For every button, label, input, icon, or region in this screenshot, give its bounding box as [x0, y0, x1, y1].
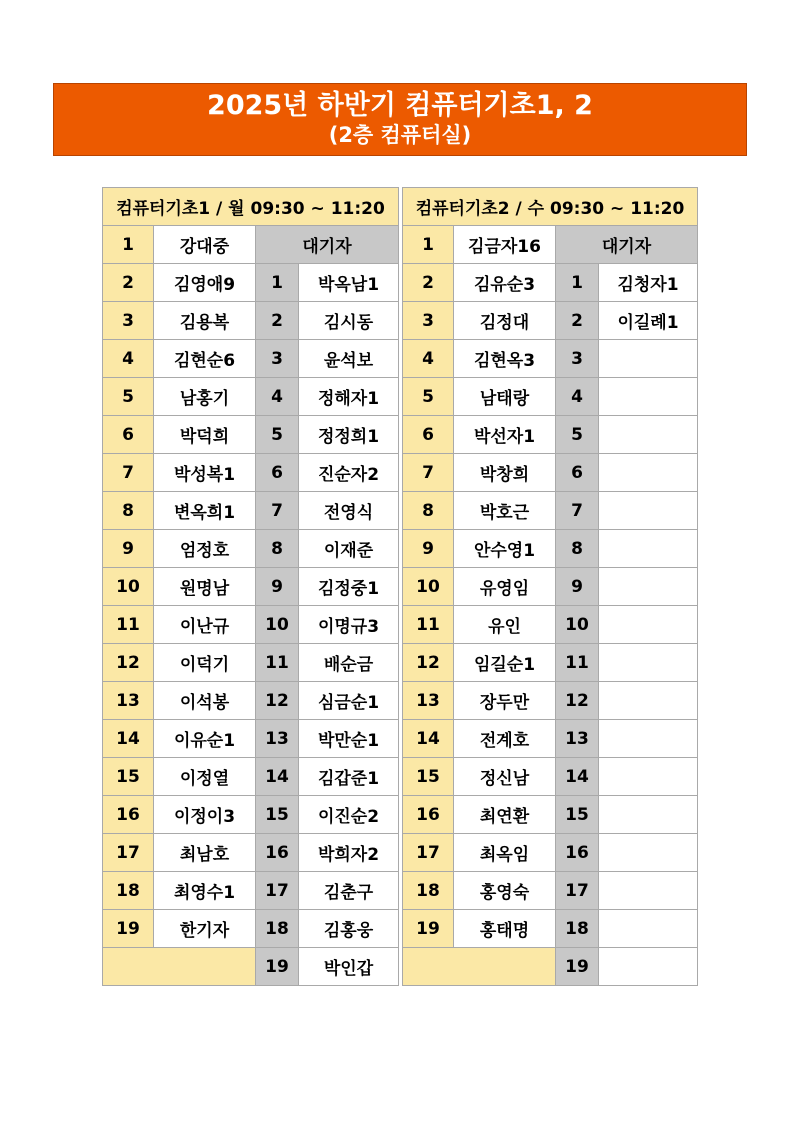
waitlist-number: 10	[556, 606, 599, 644]
waitlist-number: 7	[556, 492, 599, 530]
enrollee-name: 박호근	[454, 492, 556, 530]
waitlist-number: 18	[556, 910, 599, 948]
enrollee-number: 7	[403, 454, 454, 492]
table-row	[403, 758, 698, 796]
waitlist-name	[599, 492, 698, 530]
enrollee-number: 3	[103, 302, 154, 340]
enrollee-number: 15	[403, 758, 454, 796]
enrollee-name: 전계호	[454, 720, 556, 758]
table-row	[403, 834, 698, 872]
enrollee-name: 원명남	[154, 568, 256, 606]
table-row	[103, 302, 399, 340]
table-row	[403, 302, 698, 340]
waitlist-name	[599, 872, 698, 910]
table-row	[103, 796, 399, 834]
waitlist-number: 3	[556, 340, 599, 378]
table-row	[403, 796, 698, 834]
enrollee-number: 2	[403, 264, 454, 302]
waitlist-number: 18	[256, 910, 299, 948]
enrollee-name: 유인	[454, 606, 556, 644]
enrollee-name: 변옥희1	[154, 492, 256, 530]
title-banner	[53, 83, 747, 156]
table-row	[403, 872, 698, 910]
table-row	[403, 948, 698, 986]
table-row	[103, 644, 399, 682]
waitlist-number: 9	[256, 568, 299, 606]
waitlist-number: 17	[556, 872, 599, 910]
enrollee-number: 2	[103, 264, 154, 302]
table-header-row	[103, 188, 399, 226]
waitlist-number: 1	[556, 264, 599, 302]
class-schedule-header: 컴퓨터기초1 / 월 09:30 ~ 11:20	[103, 188, 399, 226]
waitlist-name	[599, 910, 698, 948]
table-row	[403, 454, 698, 492]
table-row	[403, 226, 698, 264]
enrollee-number: 5	[103, 378, 154, 416]
waitlist-number: 12	[256, 682, 299, 720]
waitlist-number: 8	[556, 530, 599, 568]
enrollee-name: 홍영숙	[454, 872, 556, 910]
table-row	[103, 872, 399, 910]
waitlist-name: 김갑준1	[299, 758, 399, 796]
waitlist-name: 윤석보	[299, 340, 399, 378]
enrollee-number: 17	[103, 834, 154, 872]
empty-enrollee-cell	[403, 948, 556, 986]
enrollee-name: 김유순3	[454, 264, 556, 302]
enrollee-number: 8	[403, 492, 454, 530]
waitlist-name: 김홍웅	[299, 910, 399, 948]
waitlist-name	[599, 948, 698, 986]
waitlist-number: 5	[256, 416, 299, 454]
enrollee-number: 13	[403, 682, 454, 720]
enrollee-number: 18	[403, 872, 454, 910]
waitlist-number: 4	[556, 378, 599, 416]
enrollee-number: 4	[103, 340, 154, 378]
table-row	[403, 568, 698, 606]
waitlist-number: 8	[256, 530, 299, 568]
waitlist-name: 이재준	[299, 530, 399, 568]
enrollee-name: 이정이3	[154, 796, 256, 834]
page-subtitle: (2층 컴퓨터실)	[328, 123, 472, 147]
waitlist-name: 정해자1	[299, 378, 399, 416]
waitlist-number: 16	[256, 834, 299, 872]
enrollee-name: 박창희	[454, 454, 556, 492]
waitlist-header: 대기자	[256, 226, 399, 264]
enrollee-name: 강대중	[154, 226, 256, 264]
waitlist-name: 김시동	[299, 302, 399, 340]
table-row	[103, 758, 399, 796]
enrollee-number: 14	[103, 720, 154, 758]
waitlist-number: 13	[556, 720, 599, 758]
table-row	[103, 682, 399, 720]
waitlist-name	[599, 606, 698, 644]
waitlist-name: 이명규3	[299, 606, 399, 644]
empty-enrollee-cell	[103, 948, 256, 986]
enrollee-number: 9	[103, 530, 154, 568]
enrollee-name: 김정대	[454, 302, 556, 340]
enrollee-name: 김금자16	[454, 226, 556, 264]
enrollee-name: 남태랑	[454, 378, 556, 416]
enrollee-number: 12	[403, 644, 454, 682]
waitlist-number: 10	[256, 606, 299, 644]
waitlist-name: 정정희1	[299, 416, 399, 454]
waitlist-name: 진순자2	[299, 454, 399, 492]
table-row	[403, 340, 698, 378]
enrollee-number: 1	[403, 226, 454, 264]
enrollee-name: 임길순1	[454, 644, 556, 682]
waitlist-number: 5	[556, 416, 599, 454]
table-row	[103, 378, 399, 416]
page-title: 2025년 하반기 컴퓨터기초1, 2	[207, 90, 593, 121]
enrollee-name: 박성복1	[154, 454, 256, 492]
table-row	[403, 682, 698, 720]
waitlist-name	[599, 416, 698, 454]
enrollee-number: 19	[403, 910, 454, 948]
waitlist-number: 13	[256, 720, 299, 758]
waitlist-number: 3	[256, 340, 299, 378]
enrollee-name: 최남호	[154, 834, 256, 872]
waitlist-name	[599, 568, 698, 606]
enrollee-number: 11	[403, 606, 454, 644]
table-row	[103, 454, 399, 492]
table-row	[403, 720, 698, 758]
table-row	[103, 226, 399, 264]
waitlist-number: 6	[556, 454, 599, 492]
table-row	[103, 416, 399, 454]
waitlist-number: 17	[256, 872, 299, 910]
table-row	[403, 606, 698, 644]
enrollee-number: 6	[103, 416, 154, 454]
enrollee-name: 이석봉	[154, 682, 256, 720]
waitlist-name: 전영식	[299, 492, 399, 530]
waitlist-number: 4	[256, 378, 299, 416]
table-row	[403, 910, 698, 948]
table-row	[403, 264, 698, 302]
enrollee-name: 이덕기	[154, 644, 256, 682]
enrollee-number: 18	[103, 872, 154, 910]
table-row	[103, 720, 399, 758]
table-row	[403, 492, 698, 530]
waitlist-number: 12	[556, 682, 599, 720]
waitlist-name: 이진순2	[299, 796, 399, 834]
enrollee-number: 11	[103, 606, 154, 644]
waitlist-number: 15	[556, 796, 599, 834]
waitlist-number: 11	[556, 644, 599, 682]
waitlist-number: 2	[256, 302, 299, 340]
enrollee-number: 10	[103, 568, 154, 606]
waitlist-number: 2	[556, 302, 599, 340]
waitlist-name: 박희자2	[299, 834, 399, 872]
enrollee-name: 박선자1	[454, 416, 556, 454]
waitlist-number: 7	[256, 492, 299, 530]
enrollee-number: 15	[103, 758, 154, 796]
waitlist-name	[599, 644, 698, 682]
enrollee-number: 5	[403, 378, 454, 416]
table-header-row	[403, 188, 698, 226]
enrollee-name: 엄정호	[154, 530, 256, 568]
waitlist-name: 이길례1	[599, 302, 698, 340]
class-schedule-header: 컴퓨터기초2 / 수 09:30 ~ 11:20	[403, 188, 698, 226]
table-row	[103, 568, 399, 606]
waitlist-name	[599, 682, 698, 720]
enrollee-name: 김영애9	[154, 264, 256, 302]
table-row	[403, 416, 698, 454]
waitlist-name	[599, 378, 698, 416]
enrollee-name: 장두만	[454, 682, 556, 720]
table-row	[103, 948, 399, 986]
table-row	[403, 378, 698, 416]
waitlist-name	[599, 720, 698, 758]
waitlist-name: 김춘구	[299, 872, 399, 910]
table-row	[103, 264, 399, 302]
enrollee-name: 김현옥3	[454, 340, 556, 378]
waitlist-name	[599, 340, 698, 378]
waitlist-number: 14	[256, 758, 299, 796]
table-row	[103, 910, 399, 948]
class2-roster-table	[402, 187, 698, 986]
enrollee-name: 최연환	[454, 796, 556, 834]
waitlist-name	[599, 454, 698, 492]
waitlist-number: 16	[556, 834, 599, 872]
waitlist-number: 14	[556, 758, 599, 796]
enrollee-name: 이정열	[154, 758, 256, 796]
enrollee-number: 13	[103, 682, 154, 720]
enrollee-name: 김현순6	[154, 340, 256, 378]
table-row	[103, 530, 399, 568]
enrollee-name: 안수영1	[454, 530, 556, 568]
enrollee-number: 12	[103, 644, 154, 682]
enrollee-number: 1	[103, 226, 154, 264]
enrollee-number: 10	[403, 568, 454, 606]
enrollee-name: 박덕희	[154, 416, 256, 454]
enrollee-number: 19	[103, 910, 154, 948]
waitlist-number: 9	[556, 568, 599, 606]
waitlist-number: 15	[256, 796, 299, 834]
table-row	[103, 606, 399, 644]
waitlist-number: 19	[556, 948, 599, 986]
enrollee-number: 14	[403, 720, 454, 758]
waitlist-name	[599, 796, 698, 834]
waitlist-number: 1	[256, 264, 299, 302]
enrollee-name: 최영수1	[154, 872, 256, 910]
enrollee-name: 남홍기	[154, 378, 256, 416]
waitlist-name	[599, 758, 698, 796]
waitlist-name	[599, 834, 698, 872]
enrollee-number: 16	[403, 796, 454, 834]
waitlist-name: 박인갑	[299, 948, 399, 986]
enrollee-name: 이유순1	[154, 720, 256, 758]
waitlist-name: 김청자1	[599, 264, 698, 302]
waitlist-number: 11	[256, 644, 299, 682]
table-row	[103, 492, 399, 530]
waitlist-number: 19	[256, 948, 299, 986]
enrollee-number: 3	[403, 302, 454, 340]
waitlist-name	[599, 530, 698, 568]
table-row	[403, 530, 698, 568]
table-row	[403, 644, 698, 682]
enrollee-number: 7	[103, 454, 154, 492]
enrollee-number: 16	[103, 796, 154, 834]
enrollee-name: 이난규	[154, 606, 256, 644]
enrollee-number: 9	[403, 530, 454, 568]
enrollee-name: 김용복	[154, 302, 256, 340]
waitlist-name: 박만순1	[299, 720, 399, 758]
waitlist-name: 김정중1	[299, 568, 399, 606]
table-row	[103, 834, 399, 872]
enrollee-number: 6	[403, 416, 454, 454]
waitlist-header: 대기자	[556, 226, 698, 264]
class1-roster-table	[102, 187, 399, 986]
enrollee-name: 홍태명	[454, 910, 556, 948]
waitlist-name: 박옥남1	[299, 264, 399, 302]
enrollee-number: 8	[103, 492, 154, 530]
enrollee-name: 유영임	[454, 568, 556, 606]
enrollee-number: 4	[403, 340, 454, 378]
enrollee-name: 한기자	[154, 910, 256, 948]
waitlist-number: 6	[256, 454, 299, 492]
waitlist-name: 심금순1	[299, 682, 399, 720]
enrollee-name: 최옥임	[454, 834, 556, 872]
waitlist-name: 배순금	[299, 644, 399, 682]
table-row	[103, 340, 399, 378]
enrollee-number: 17	[403, 834, 454, 872]
enrollee-name: 정신남	[454, 758, 556, 796]
